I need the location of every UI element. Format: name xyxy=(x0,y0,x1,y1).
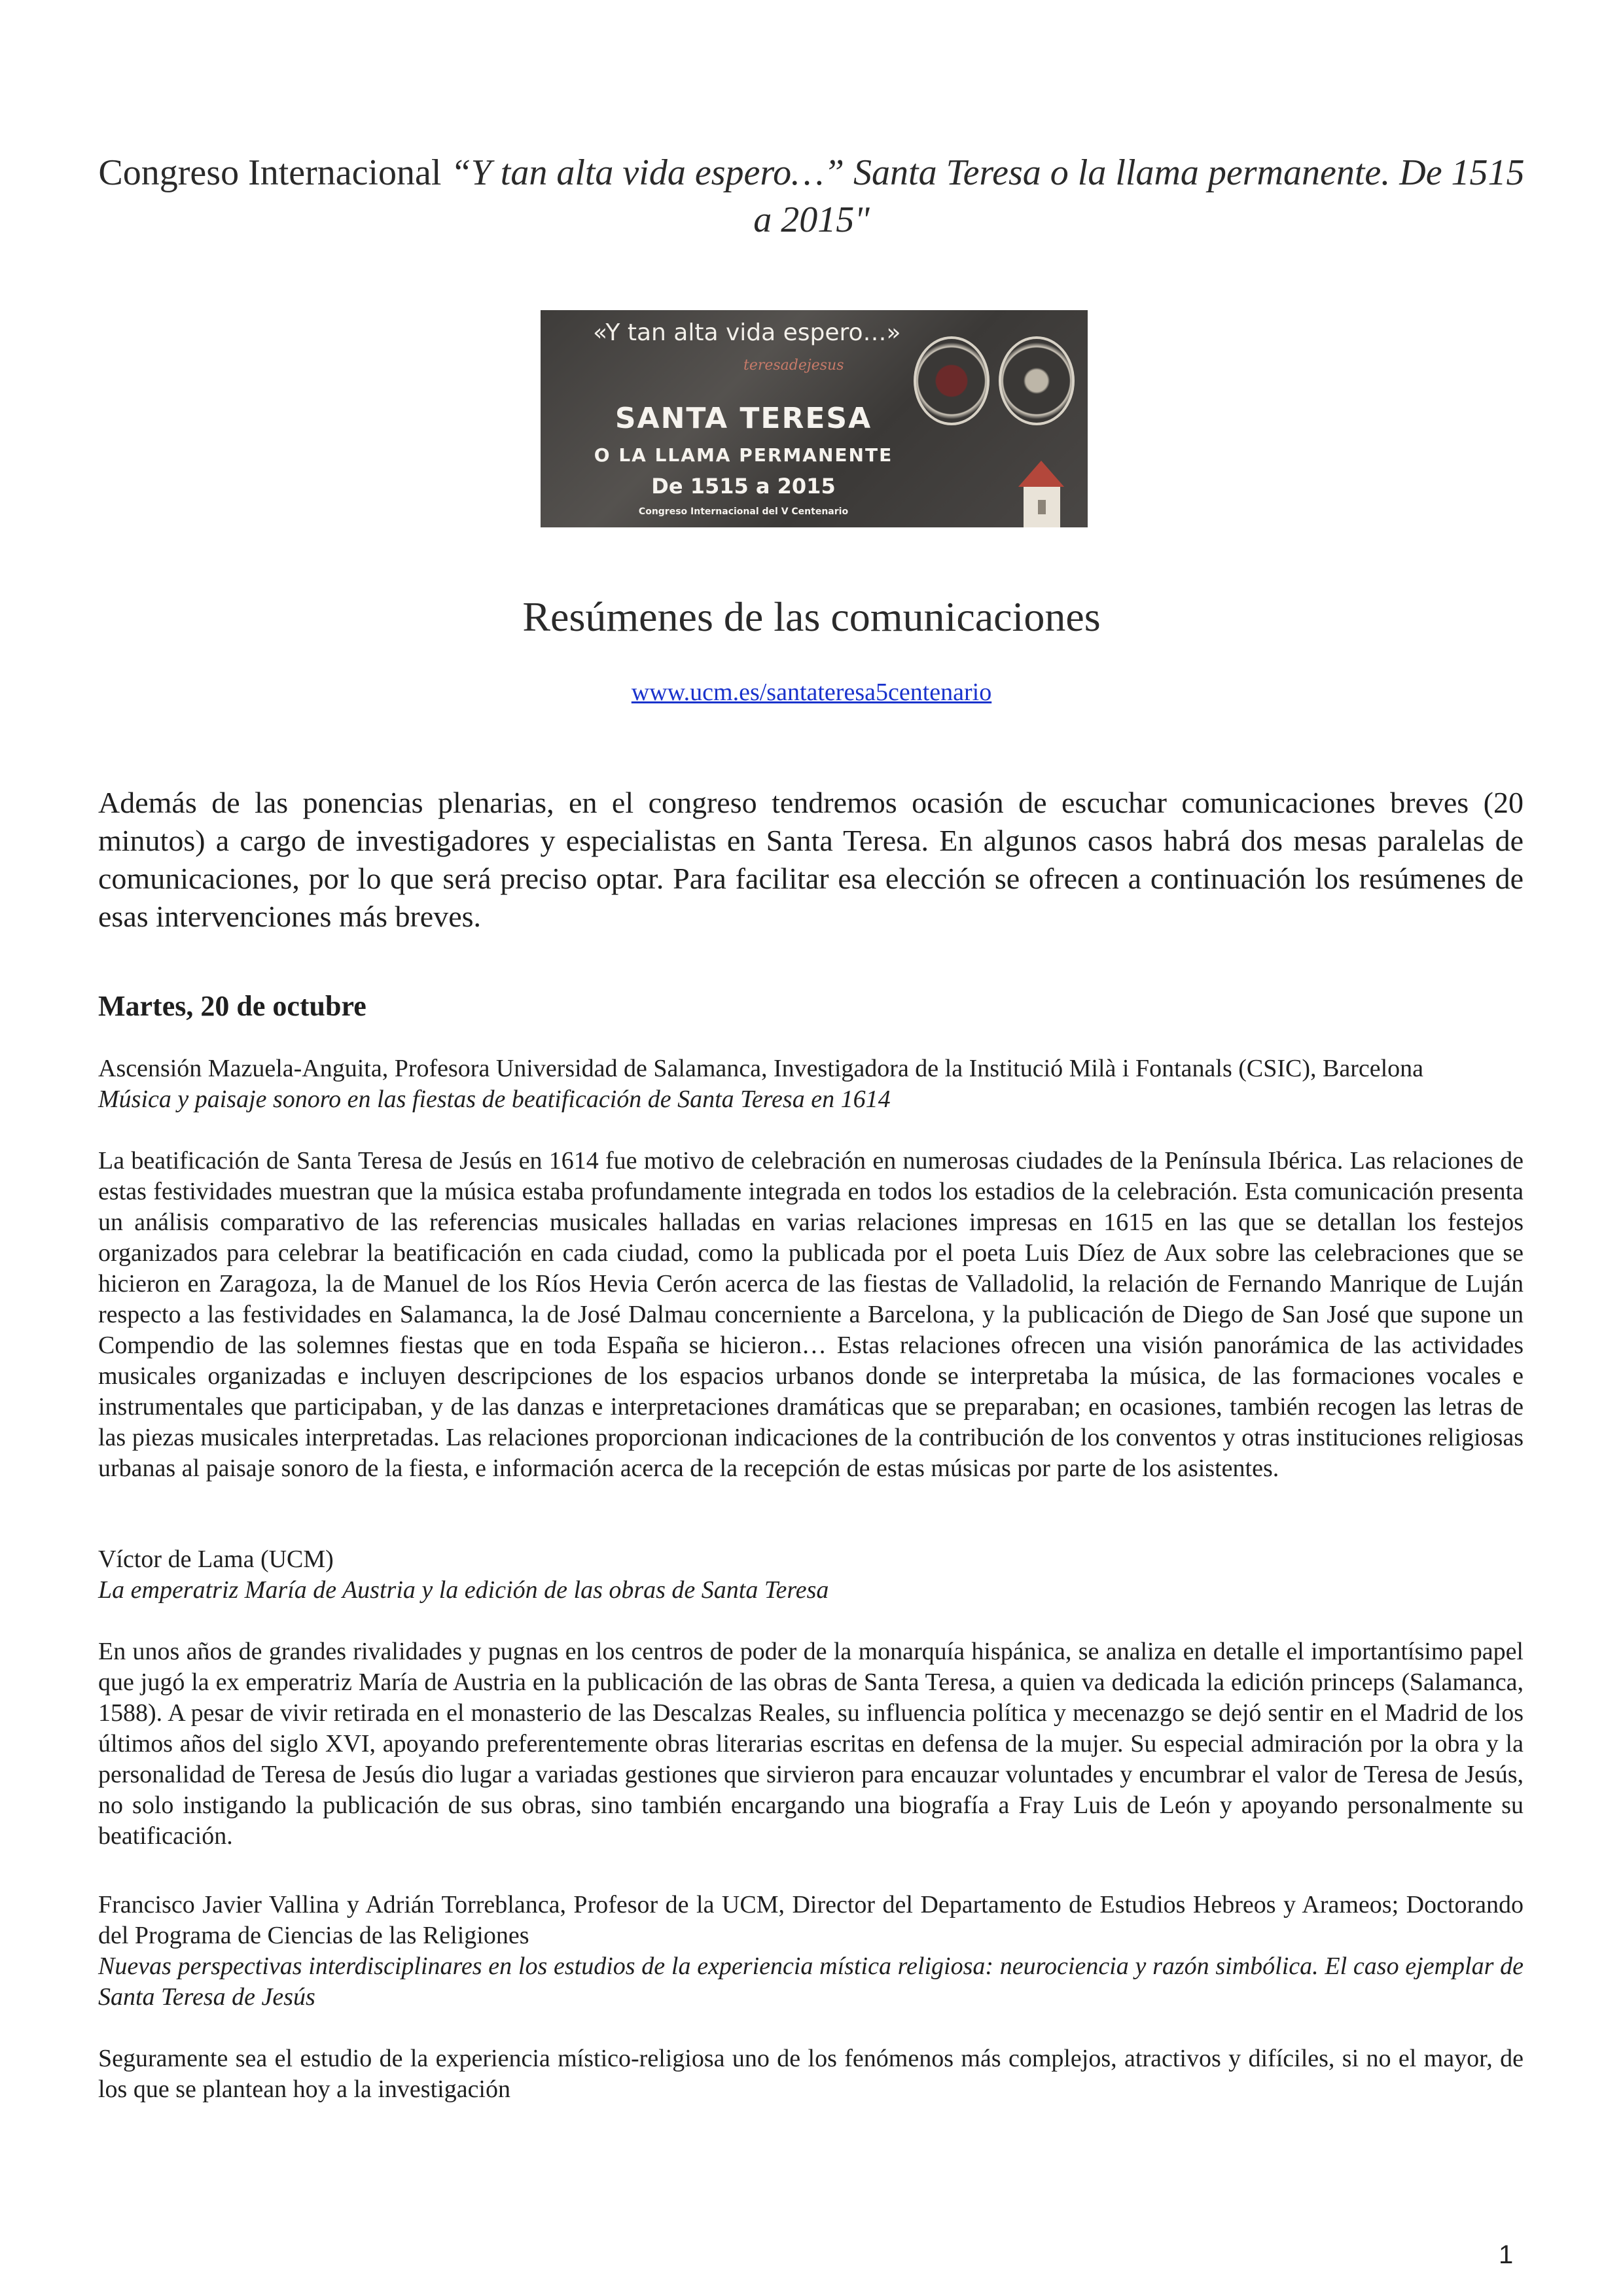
congress-title-prefix: Congreso Internacional xyxy=(98,152,451,193)
communication-item xyxy=(98,1053,1524,1484)
day-heading: Martes, 20 de octubre xyxy=(98,990,366,1022)
banner-heading: SANTA TERESA xyxy=(615,402,872,435)
congress-website-link[interactable]: www.ucm.es/santateresa5centenario xyxy=(631,679,992,706)
section-title: Resúmenes de las comunicaciones xyxy=(522,593,1101,640)
congress-title-italic: “Y tan alta vida espero…” Santa Teresa o la llama permanente. De 1515 a 2015" xyxy=(450,152,1525,240)
banner-subheading: O LA LLAMA PERMANENTE xyxy=(594,444,893,466)
banner-signature: teresadejesus xyxy=(743,357,844,374)
communication-abstract: La beatificación de Santa Teresa de Jesús en 1614 fue motivo de celebración en numerosas ciudades de la Península Ibérica. Las relaciones de estas festividades muestran que la música estaba profundamente integrada en todos los estadios de la celebración. Esta comunicación presenta un análisis comparativo de las referencias musicales halladas en varias relaciones impresas en 1615 en las que se detallan los festejos organizados para celebrar la beatificación en cada ciudad, como la publicada por el poeta Luis Díez de Aux sobre las celebraciones que se hicieron en Zaragoza, la de Manuel de los Ríos Hevia Cerón acerca de las fiestas de Valladolid, la relación de Fernando Manrique de Luján respecto a las festividades en Salamanca, la de José Dalmau concerniente a Barcelona, y la publicación de Diego de San José que supone un Compendio de las solemnes fiestas que en toda España se hicieron… Estas relaciones ofrecen una visión panorámica de las actividades musicales organizadas e incluyen descripciones de los espacios urbanos donde se interpretaba la música, de las formaciones vocales e instrumentales que participaban, y de las danzas e interpretaciones dramáticas que se preparaban; en ocasiones, también recogen las letras de las piezas musicales interpretadas. Las relaciones proporcionan indicaciones de la contribución de los conventos y otras instituciones religiosas urbanas al paisaje sonoro de la fiesta, e información acerca de la recepción de estas músicas por parte de los asistentes. xyxy=(98,1147,1524,1482)
communication-author: Ascensión Mazuela-Anguita, Profesora Universidad de Salamanca, Investigadora de la Institució Milà i Fontanals (CSIC), Barcelona xyxy=(98,1055,1424,1082)
intro-paragraph: Además de las ponencias plenarias, en el congreso tendremos ocasión de escuchar comunicaciones breves (20 minutos) a cargo de investigadores y especialistas en Santa Teresa. En algunos casos habrá dos mesas paralelas de comunicaciones, por lo que será preciso optar. Para facilitar esa elección se ofrecen a continuación los resúmenes de esas intervenciones más breves. xyxy=(98,786,1524,933)
communication-author: Francisco Javier Vallina y Adrián Torreblanca, Profesor de la UCM, Director del Departamento de Estudios Hebreos y Arameos; Doctorando del Programa de Ciencias de las Religiones xyxy=(98,1891,1524,1949)
church-icon xyxy=(1005,454,1077,527)
communication-item xyxy=(98,1890,1524,2105)
banner-caption: Congreso Internacional del V Centenario xyxy=(638,506,849,517)
congress-banner-image xyxy=(541,310,1088,527)
communication-author: Víctor de Lama (UCM) xyxy=(98,1545,334,1573)
communication-title: Nuevas perspectivas interdisciplinares en los estudios de la experiencia mística religiosa: neurociencia y razón simbólica. El caso ejemplar de Santa Teresa de Jesús xyxy=(98,1952,1524,2011)
communication-title: Música y paisaje sonoro en las fiestas de beatificación de Santa Teresa en 1614 xyxy=(98,1086,891,1113)
carmelite-seal-icon xyxy=(999,336,1075,425)
communication-item xyxy=(98,1544,1524,1852)
communication-abstract: En unos años de grandes rivalidades y pugnas en los centros de poder de la monarquía hispánica, se analiza en detalle el importantísimo papel que jugó la ex emperatriz María de Austria en la publicación de las obras de Santa Teresa, a quien va dedicada la edición princeps (Salamanca, 1588). A pesar de vivir retirada en el monasterio de las Descalzas Reales, su influencia política y mecenazgo se dejó sentir en el Madrid de los últimos años del siglo XVI, apoyando preferentemente obras literarias escritas en defensa de la mujer. Su especial admiración por la obra y la personalidad de Teresa de Jesús dio lugar a variadas gestiones que sirvieron para encauzar voluntades y encumbrar el valor de Teresa de Jesús, no solo instigando la publicación de sus obras, sino también encargando una biografía a Fray Luis de León y apoyando personalmente su beatificación. xyxy=(98,1638,1524,1850)
congress-title xyxy=(98,149,1525,243)
page-number: 1 xyxy=(1499,2240,1514,2269)
communication-title: La emperatriz María de Austria y la edición de las obras de Santa Teresa xyxy=(98,1576,829,1604)
banner-years: De 1515 a 2015 xyxy=(651,474,836,499)
banner-quote: «Y tan alta vida espero…» xyxy=(593,319,901,346)
communication-abstract: Seguramente sea el estudio de la experiencia místico-religiosa uno de los fenómenos más complejos, atractivos y difíciles, si no el mayor, de los que se plantean hoy a la investigación xyxy=(98,2045,1524,2103)
